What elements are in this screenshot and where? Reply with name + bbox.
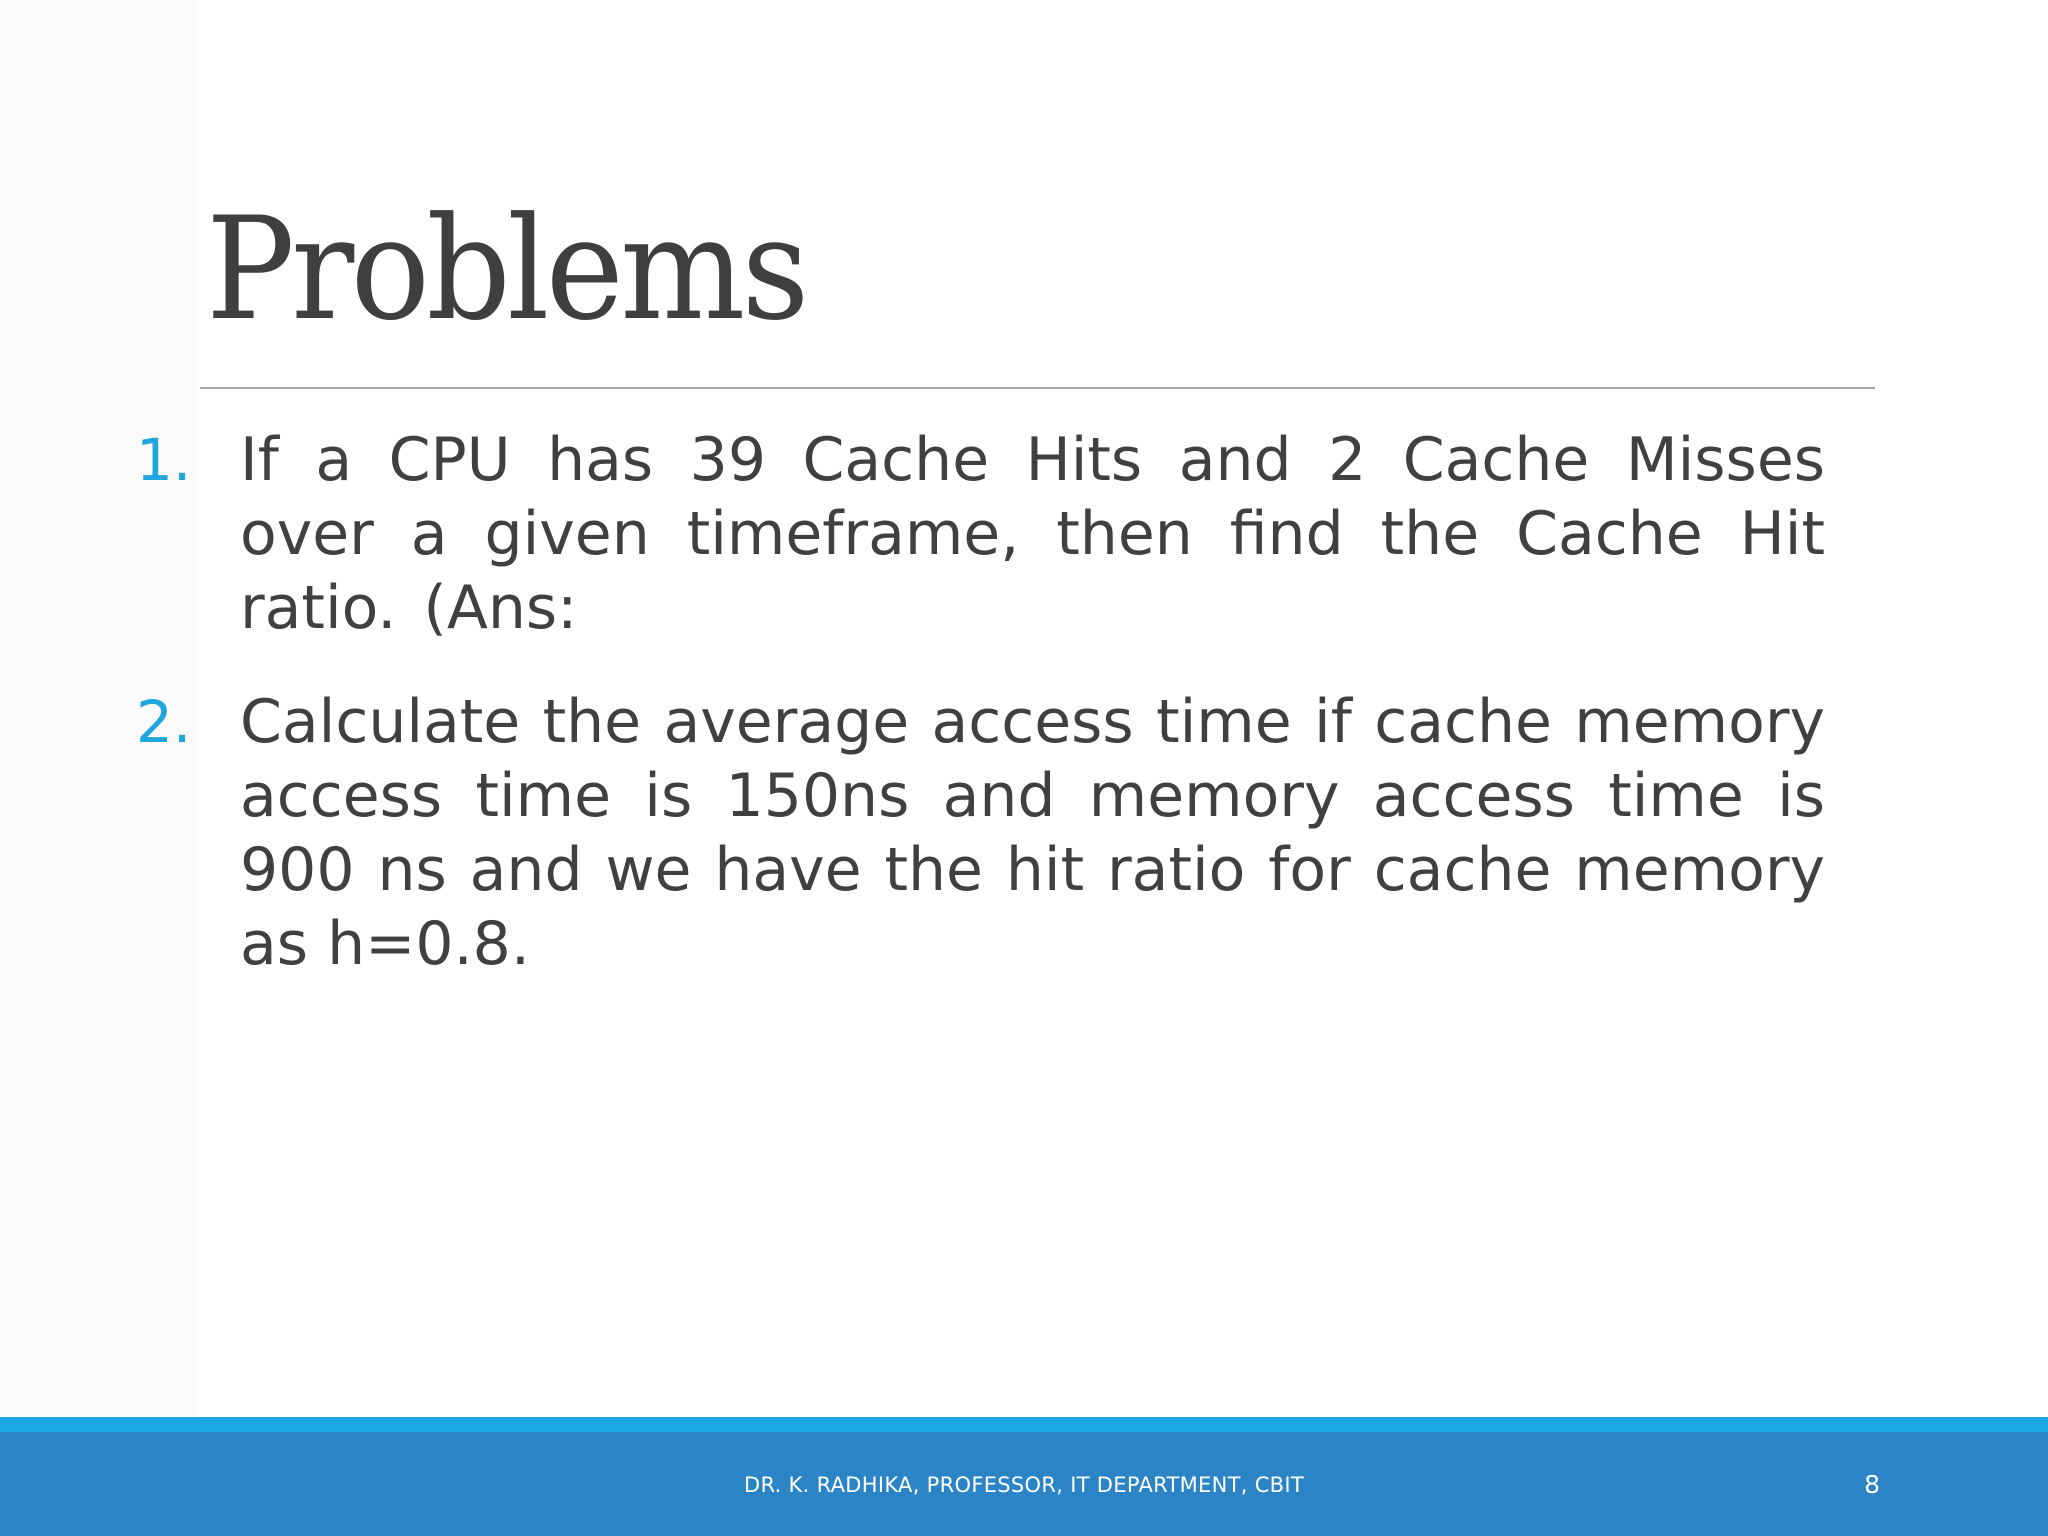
page-number: 8 xyxy=(1864,1470,1880,1499)
footer-accent-bar xyxy=(0,1417,2048,1432)
list-item-number: 1. xyxy=(136,426,192,494)
footer xyxy=(0,1432,2048,1536)
footer-text: DR. K. RADHIKA, PROFESSOR, IT DEPARTMENT, CBIT xyxy=(743,1473,1304,1497)
list-item-text: If a CPU has 39 Cache Hits and 2 Cache Misses over a given timeframe, then find the Cache Hit ratio. (Ans: xyxy=(240,425,1825,643)
list-item-text: Calculate the average access time if cache memory access time is 150ns and memory access time is 900 ns and we have the hit ratio for cache memory as h=0.8. xyxy=(240,687,1825,979)
slide-title: Problems xyxy=(206,187,806,352)
list-item-number: 2. xyxy=(136,688,192,756)
title-divider xyxy=(200,387,1875,389)
